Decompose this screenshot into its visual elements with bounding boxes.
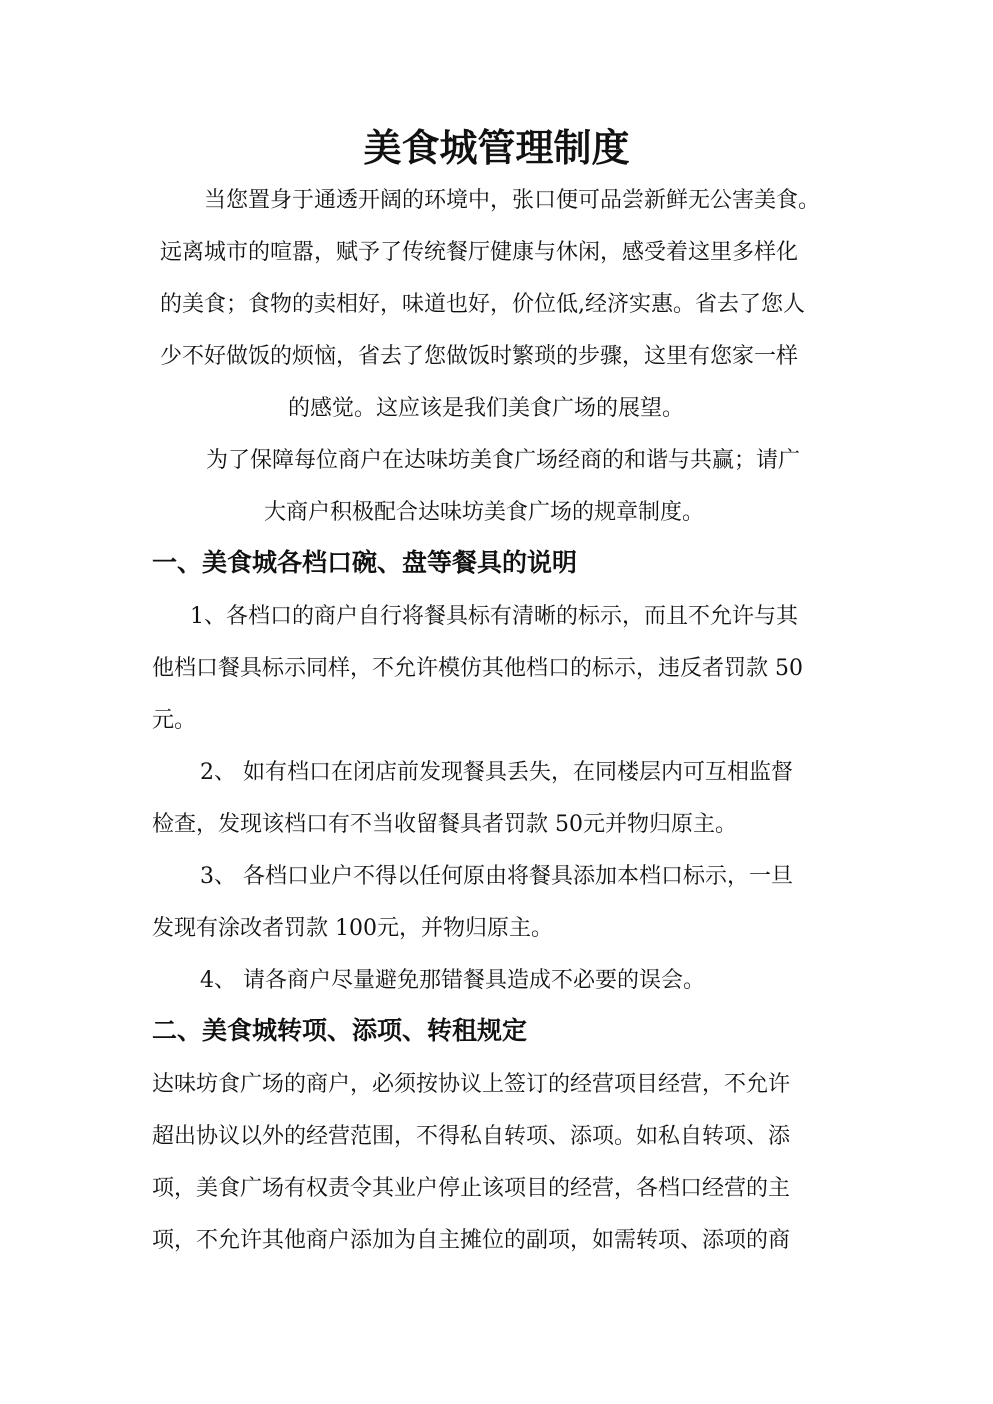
section-1-item-3-line-1: 3、 各档口业户不得以任何原由将餐具添加本档口标示，一旦 — [200, 864, 793, 889]
section-2-line-4: 项，不允许其他商户添加为自主摊位的副项，如需转项、添项的商 — [152, 1228, 791, 1253]
section-1-item-2-line-1: 2、 如有档口在闭店前发现餐具丢失，在同楼层内可互相监督 — [200, 760, 793, 785]
section-1-item-1-line-1: 1、各档口的商户自行将餐具标有清晰的标示，而且不允许与其 — [190, 604, 798, 629]
section-1-heading: 一、美食城各档口碗、盘等餐具的说明 — [152, 548, 578, 577]
intro-p1-line-1: 当您置身于通透开阔的环境中，张口便可品尝新鲜无公害美食。 — [204, 188, 821, 213]
intro-p1-line-5: 的感觉。这应该是我们美食广场的展望。 — [288, 396, 685, 421]
section-1-item-4-line-1: 4、 请各商户尽量避免那错餐具造成不必要的误会。 — [200, 968, 705, 993]
section-2-heading: 二、美食城转项、添项、转租规定 — [152, 1016, 528, 1045]
intro-p1-line-3: 的美食；食物的卖相好，味道也好，价位低,经济实惠。省去了您人 — [160, 292, 805, 317]
intro-p2-line-2: 大商户积极配合达味坊美食广场的规章制度。 — [264, 500, 705, 525]
section-2-line-2: 超出协议以外的经营范围，不得私自转项、添项。如私自转项、添 — [152, 1124, 791, 1149]
intro-p1-line-2: 远离城市的喧嚣，赋予了传统餐厅健康与休闲，感受着这里多样化 — [160, 240, 799, 265]
section-1-item-1-line-3: 元。 — [152, 708, 197, 733]
section-1-item-2-line-2: 检查，发现该档口有不当收留餐具者罚款 50元并物归原主。 — [152, 812, 737, 837]
section-1-item-3-line-2: 发现有涂改者罚款 100元，并物归原主。 — [152, 916, 553, 941]
section-2-line-1: 达味坊食广场的商户，必须按协议上签订的经营项目经营，不允许 — [152, 1072, 791, 1097]
intro-p1-line-4: 少不好做饭的烦恼，省去了您做饭时繁琐的步骤，这里有您家一样 — [160, 344, 799, 369]
section-2-line-3: 项，美食广场有权责令其业户停止该项目的经营，各档口经营的主 — [152, 1176, 791, 1201]
intro-p2-line-1: 为了保障每位商户在达味坊美食广场经商的和谐与共赢；请广 — [206, 448, 801, 473]
section-1-item-1-line-2: 他档口餐具标示同样，不允许模仿其他档口的标示，违反者罚款 50 — [152, 656, 803, 681]
document-title: 美食城管理制度 — [363, 126, 630, 170]
